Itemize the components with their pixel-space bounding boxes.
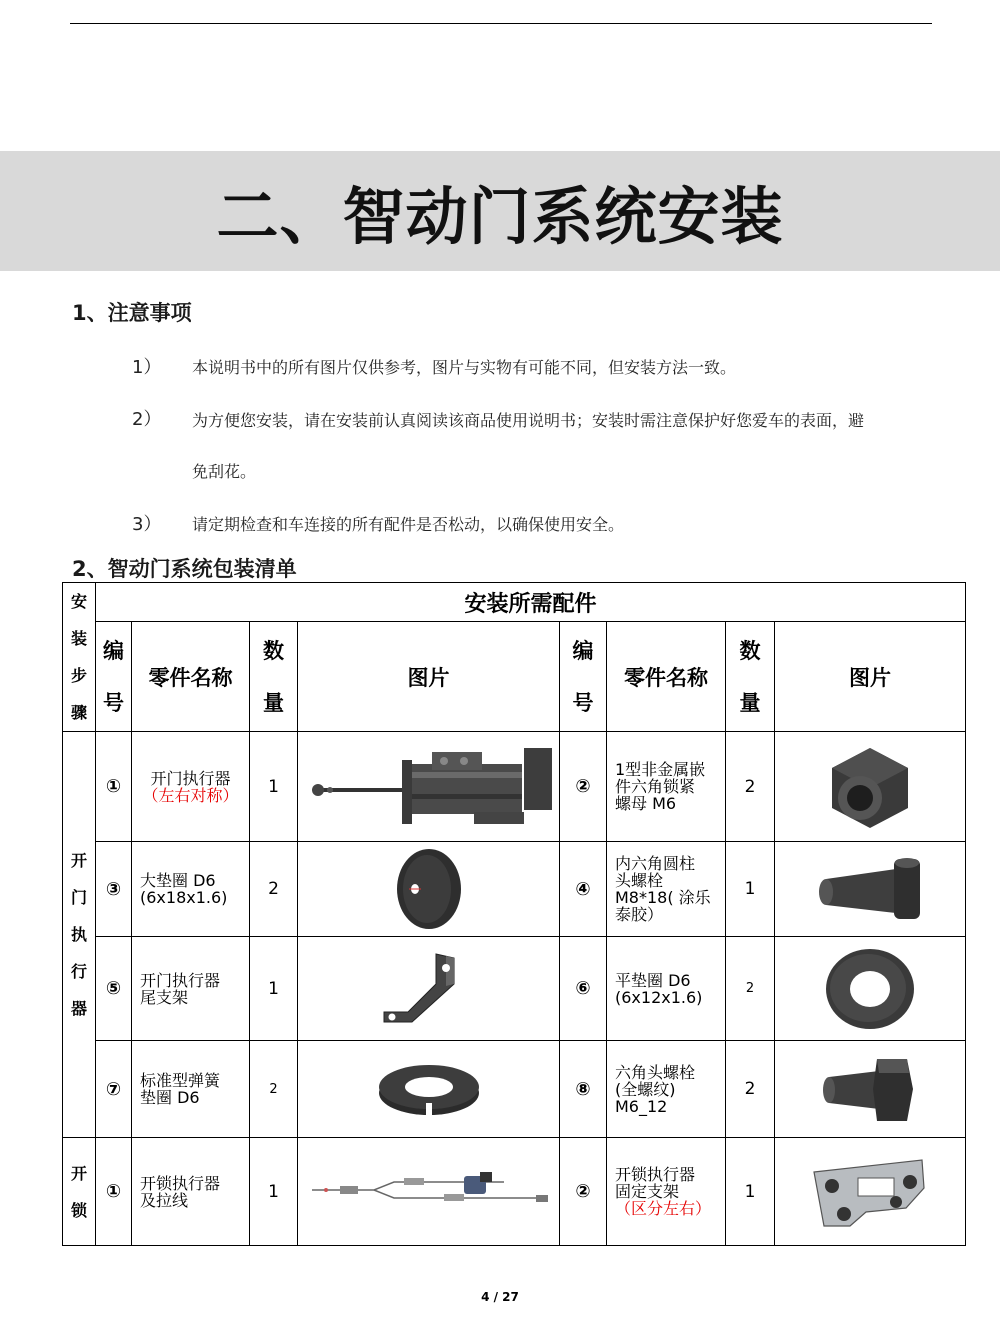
part-name: 开锁执行器 固定支架 （区分左右） [607, 1138, 726, 1246]
col-quantity-header-2: 数 量 [726, 622, 775, 732]
part-quantity: 1 [250, 1138, 298, 1246]
part-name: 内六角圆柱 头螺栓 M8*18( 涂乐 泰胶） [607, 842, 726, 937]
part-quantity: 2 [250, 842, 298, 937]
required-parts-header: 安装所需配件 [96, 583, 966, 622]
part-name: 开门执行器 （左右对称） [132, 732, 250, 842]
large-washer-image [298, 842, 560, 937]
title-banner [0, 151, 1000, 271]
part-quantity: 1 [250, 732, 298, 842]
step-label-lock-actuator: 开 锁 [63, 1138, 96, 1246]
page-number: 4 / 27 [481, 1290, 519, 1304]
part-name: 1型非金属嵌 件六角锁紧 螺母 M6 [607, 732, 726, 842]
section-title-notes: 1、注意事项 [72, 301, 192, 325]
col-part-name-header: 零件名称 [132, 622, 250, 732]
header-rule [70, 23, 932, 24]
packing-list-table [62, 582, 966, 1246]
col-number-header-2: 编 号 [560, 622, 607, 732]
part-quantity: 1 [726, 1138, 775, 1246]
note-text-3: 请定期检查和车连接的所有配件是否松动，以确保使用安全。 [192, 515, 625, 534]
part-number: ⑤ [96, 937, 132, 1041]
lock-bracket-image [775, 1138, 966, 1246]
lock-nut-image [775, 732, 966, 842]
section-title-packing-list: 2、智动门系统包装清单 [72, 557, 297, 581]
part-number: ③ [96, 842, 132, 937]
step-label-door-actuator: 开 门 执 行 器 [63, 732, 96, 1138]
part-number: ⑥ [560, 937, 607, 1041]
part-quantity: 2 [726, 732, 775, 842]
note-text-2: 为方便您安装，请在安装前认真阅读该商品使用说明书；安装时需注意保护好您爱车的表面，避 [192, 411, 865, 430]
part-quantity: 1 [726, 842, 775, 937]
note-text-1: 本说明书中的所有图片仅供参考，图片与实物有可能不同，但安装方法一致。 [192, 358, 737, 377]
part-name: 平垫圈 D6 (6x12x1.6) [607, 937, 726, 1041]
part-number: ⑧ [560, 1041, 607, 1138]
flat-washer-image [775, 937, 966, 1041]
note-number-3: 3） [132, 514, 162, 535]
col-quantity-header: 数 量 [250, 622, 298, 732]
col-number-header: 编 号 [96, 622, 132, 732]
part-number: ④ [560, 842, 607, 937]
col-image-header-2: 图片 [775, 622, 966, 732]
part-name: 标准型弹簧 垫圈 D6 [132, 1041, 250, 1138]
part-quantity: 1 [250, 937, 298, 1041]
note-number-1: 1） [132, 357, 162, 378]
install-step-header: 安 装 步 骤 [63, 583, 96, 732]
part-number: ② [560, 1138, 607, 1246]
part-name: 开门执行器 尾支架 [132, 937, 250, 1041]
lock-actuator-cable-image [298, 1138, 560, 1246]
part-number: ⑦ [96, 1041, 132, 1138]
tail-bracket-image [298, 937, 560, 1041]
spring-washer-image [298, 1041, 560, 1138]
part-name: 大垫圈 D6 (6x18x1.6) [132, 842, 250, 937]
col-image-header: 图片 [298, 622, 560, 732]
part-quantity: 2 [726, 1041, 775, 1138]
col-part-name-header-2: 零件名称 [607, 622, 726, 732]
table-row [63, 842, 966, 937]
part-quantity: 2 [250, 1041, 298, 1138]
part-name: 开锁执行器 及拉线 [132, 1138, 250, 1246]
table-row [63, 1138, 966, 1246]
part-quantity: 2 [726, 937, 775, 1041]
note-text-2-cont: 免刮花。 [192, 462, 257, 481]
table-row [63, 937, 966, 1041]
part-number: ① [96, 1138, 132, 1246]
table-row [63, 732, 966, 842]
hex-bolt-image [775, 1041, 966, 1138]
door-actuator-image [298, 732, 560, 842]
part-name: 六角头螺栓 (全螺纹) M6_12 [607, 1041, 726, 1138]
part-number: ① [96, 732, 132, 842]
part-number: ② [560, 732, 607, 842]
socket-bolt-image [775, 842, 966, 937]
table-row [63, 1041, 966, 1138]
note-number-2: 2） [132, 409, 162, 430]
page-title: 二、智动门系统安装 [216, 179, 784, 253]
